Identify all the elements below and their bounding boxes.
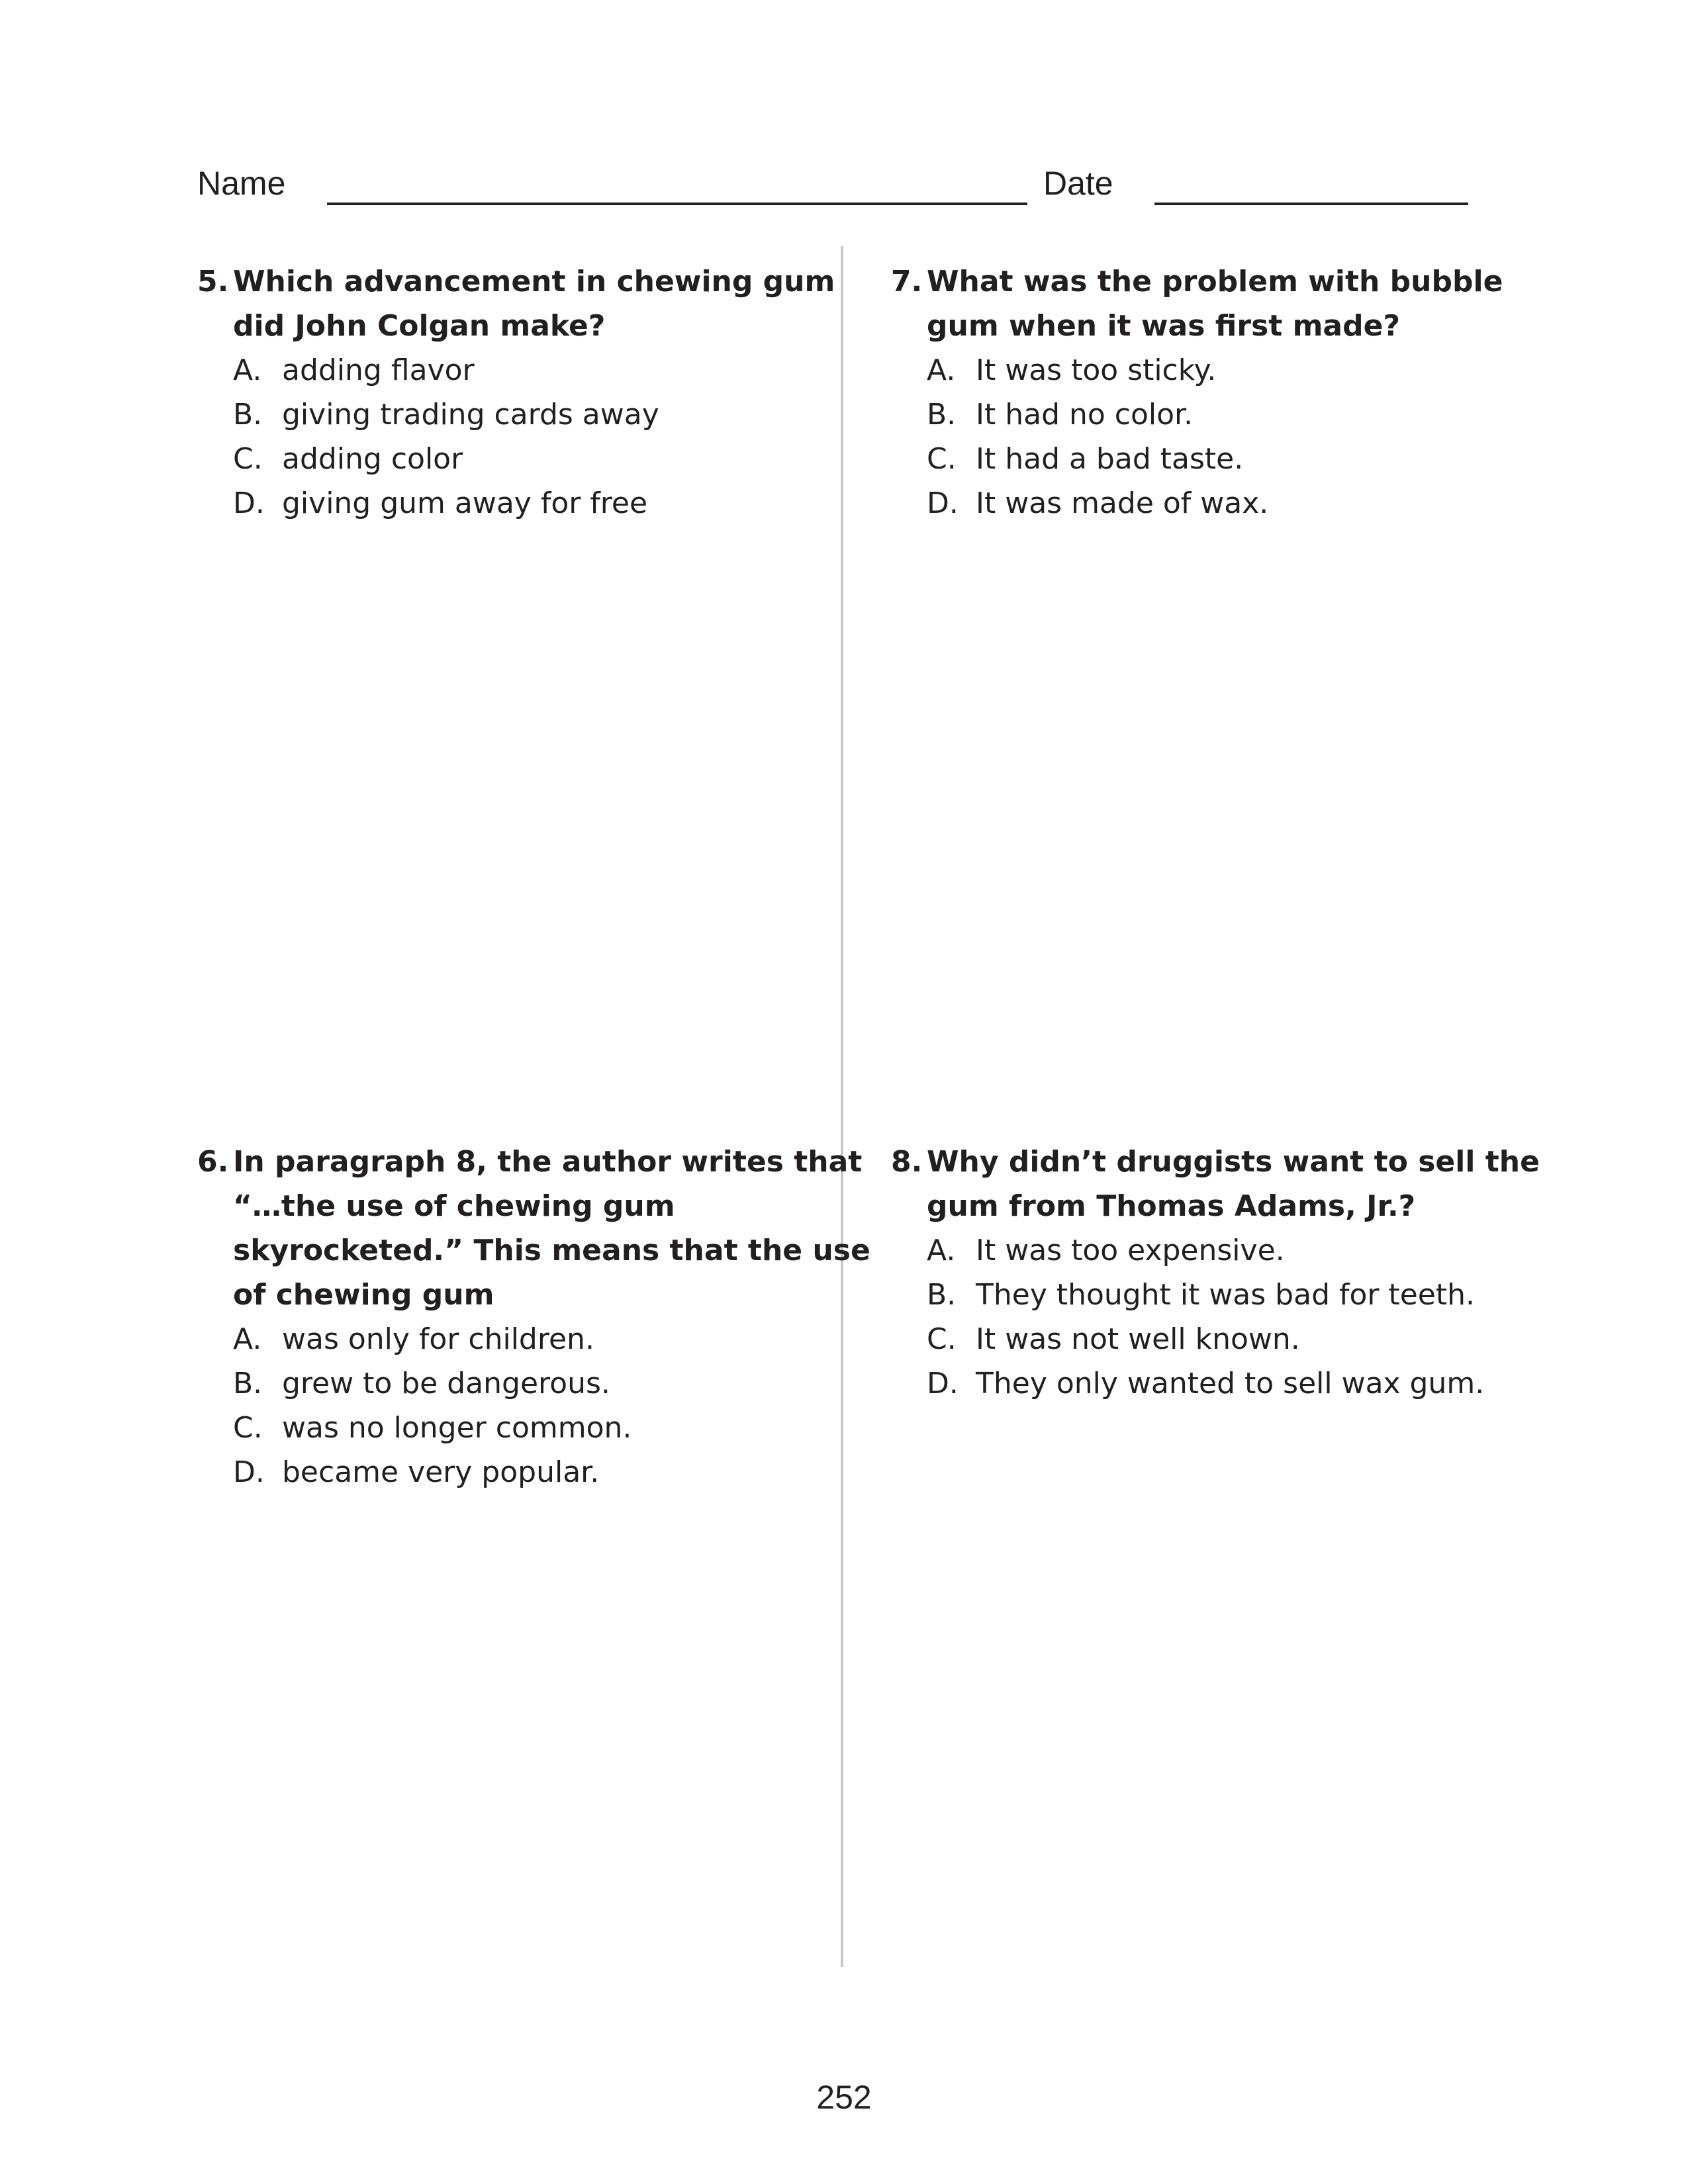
option-text: It had a bad taste. [976,442,1244,476]
date-label: Date [1043,165,1113,202]
option-letter: C. [233,1411,263,1445]
question-text-line: Which advancement in chewing gum [233,265,835,298]
answer-option-b [927,1273,1526,1317]
answer-option-c [233,437,833,481]
option-letter: C. [927,442,957,476]
option-text: It was made of wax. [976,486,1269,520]
question-text-line: What was the problem with bubble [927,265,1503,298]
answer-option-d [233,1450,833,1494]
question-number: 5. [197,265,229,298]
question-7 [891,259,1526,525]
date-blank-line [1154,203,1468,205]
option-letter: C. [927,1322,957,1356]
question-text [233,1140,870,1317]
option-text: was only for children. [282,1322,594,1356]
option-letter: D. [927,486,959,520]
answer-option-c [927,1317,1526,1361]
option-letter: A. [233,353,262,387]
question-text-line: gum when it was first made? [927,309,1400,343]
option-text: They only wanted to sell wax gum. [976,1367,1485,1400]
question-number: 8. [891,1145,923,1179]
answer-option-c [233,1406,833,1450]
answer-options [891,348,1526,525]
option-letter: B. [927,398,957,432]
option-letter: A. [927,1234,956,1267]
question-number: 7. [891,265,923,298]
question-stem [197,259,833,348]
page-number: 252 [816,2079,872,2116]
question-stem [891,259,1526,348]
answer-option-a [233,1317,833,1361]
answer-options [197,1317,833,1494]
answer-option-d [927,1361,1526,1406]
question-stem [891,1140,1540,1228]
option-text: giving gum away for free [282,486,648,520]
question-text-line: did John Colgan make? [233,309,606,343]
question-text [927,1140,1540,1228]
option-text: became very popular. [282,1455,600,1489]
question-text-line: gum from Thomas Adams, Jr.? [927,1189,1416,1223]
question-text-line: skyrocketed.” This means that the use [233,1234,870,1267]
question-text-line: of chewing gum [233,1278,494,1312]
question-8 [891,1140,1540,1406]
column-divider [841,246,843,1967]
answer-option-a [927,348,1526,392]
answer-option-a [233,348,833,392]
option-letter: A. [233,1322,262,1356]
name-label: Name [197,165,286,202]
answer-option-b [927,392,1526,437]
option-letter: B. [233,398,263,432]
name-blank-line [327,203,1027,205]
option-letter: D. [233,486,265,520]
option-text: adding color [282,442,463,476]
question-5 [197,259,833,525]
option-text: It was too sticky. [976,353,1217,387]
answer-options [197,348,833,525]
question-text-line: Why didn’t druggists want to sell the [927,1145,1540,1179]
option-letter: B. [233,1367,263,1400]
option-letter: A. [927,353,956,387]
option-text: giving trading cards away [282,398,659,432]
answer-option-d [233,481,833,525]
answer-options [891,1228,1526,1406]
question-text [927,259,1526,348]
option-text: It was too expensive. [976,1234,1285,1267]
answer-option-b [233,1361,833,1406]
option-text: It was not well known. [976,1322,1300,1356]
answer-option-a [927,1228,1526,1273]
option-text: grew to be dangerous. [282,1367,610,1400]
option-text: It had no color. [976,398,1194,432]
answer-option-d [927,481,1526,525]
option-letter: D. [927,1367,959,1400]
question-stem [197,1140,870,1317]
option-letter: B. [927,1278,957,1312]
option-text: was no longer common. [282,1411,632,1445]
question-text-line: In paragraph 8, the author writes that [233,1145,863,1179]
question-6 [197,1140,870,1494]
question-number: 6. [197,1145,229,1179]
option-letter: C. [233,442,263,476]
option-text: adding flavor [282,353,475,387]
option-text: They thought it was bad for teeth. [976,1278,1475,1312]
answer-option-b [233,392,833,437]
question-text-line: “…the use of chewing gum [233,1189,675,1223]
question-text [233,259,835,348]
option-letter: D. [233,1455,265,1489]
answer-option-c [927,437,1526,481]
